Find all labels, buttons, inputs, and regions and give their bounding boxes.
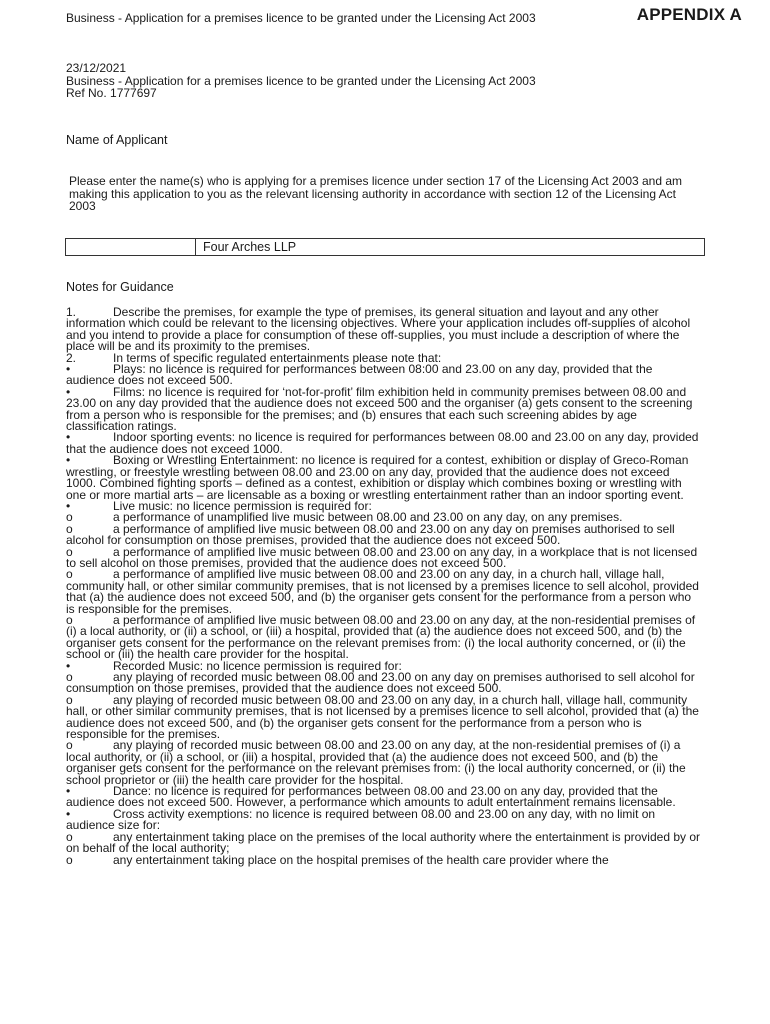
paragraph-marker: • bbox=[66, 453, 71, 468]
guidance-paragraph bbox=[66, 307, 702, 353]
paragraph-text: any playing of recorded music between 08.00 and 23.00 on any day on premises authorised to sell alcohol for consumption on those premises, provided that the audience does not exceed 500. bbox=[66, 670, 695, 696]
application-meta bbox=[66, 62, 536, 100]
guidance-notes bbox=[66, 307, 702, 866]
guidance-paragraph bbox=[66, 521, 702, 548]
reference-number: Ref No. 1777697 bbox=[66, 86, 157, 100]
guidance-heading: Notes for Guidance bbox=[66, 280, 174, 294]
guidance-paragraph bbox=[66, 692, 702, 742]
applicant-instructions: Please enter the name(s) who is applying for a premises licence under section 17 of the Licensing Act 2003 and am making this application to you as the relevant licensing authority in accordance with section 12 of the Licensing Act 2003 bbox=[69, 174, 683, 213]
paragraph-text: In terms of specific regulated entertainments please note that: bbox=[113, 350, 442, 365]
paragraph-marker: o bbox=[66, 544, 73, 559]
paragraph-marker: o bbox=[66, 852, 73, 867]
appendix-label: APPENDIX A bbox=[636, 5, 742, 24]
guidance-paragraph bbox=[66, 544, 702, 570]
paragraph-text: Live music: no licence permission is required for: bbox=[113, 498, 372, 513]
guidance-paragraph bbox=[66, 806, 702, 833]
paragraph-text: Describe the premises, for example the type of premises, its general situation and layout and any other information which could be relevant to the licensing objectives. Where your application includes off-supplies of alcohol and you intend to provide a place for consumption of these off-supplies, you must include a description of where the place will be and its proximity to the premises. bbox=[66, 305, 691, 354]
paragraph-marker: o bbox=[66, 670, 73, 684]
paragraph-marker: • bbox=[66, 658, 71, 673]
application-title: Business - Application for a premises licence to be granted under the Licensing Act 2003 bbox=[66, 73, 536, 88]
paragraph-marker: • bbox=[66, 784, 71, 799]
paragraph-marker: • bbox=[66, 430, 71, 445]
paragraph-marker: • bbox=[66, 498, 71, 513]
running-header: Business - Application for a premises licence to be granted under the Licensing Act 2003 bbox=[66, 11, 536, 25]
paragraph-text: Plays: no licence is required for performances between 08:00 and 23.00 on any day, provided that the audience does not exceed 500. bbox=[66, 362, 653, 388]
paragraph-text: a performance of amplified live music between 08.00 and 23.00 on any day, in a workplace that is not licensed to sell alcohol on those premises, provided that the audience does not exceed 500. bbox=[66, 544, 698, 570]
paragraph-text: a performance of amplified live music between 08.00 and 23.00 on any day, at the non-residential premises of (i) a local authority, or (ii) a school, or (iii) a hospital, provided that (a) the audience does not exceed 500, and (b) the organiser gets consent for the performance on the relevant premises from: (i) the local authority concerned, or (ii) the school or (iii) the health care provider for the hospital. bbox=[66, 612, 696, 662]
paragraph-marker: o bbox=[66, 567, 73, 582]
paragraph-text: a performance of amplified live music between 08.00 and 23.00 on any day, in a church hall, village hall, community hall, or other similar community premises, that is not licensed by a premises licence to sell alcohol, provided that (a) the audience does not exceed 500, and (b) the organiser gets consent for the performance from a person who is responsible for the premises. bbox=[66, 567, 699, 616]
paragraph-text: Recorded Music: no licence permission is required for: bbox=[113, 658, 402, 673]
guidance-paragraph bbox=[66, 612, 702, 662]
paragraph-marker: 2. bbox=[66, 350, 77, 365]
guidance-paragraph bbox=[66, 364, 702, 387]
paragraph-text: a performance of amplified live music between 08.00 and 23.00 on any day on premises authorised to sell alcohol for consumption on those premises, provided that the audience does not exceed 500. bbox=[66, 521, 675, 548]
guidance-paragraph bbox=[66, 384, 702, 434]
paragraph-marker: • bbox=[66, 384, 71, 399]
paragraph-marker: o bbox=[66, 692, 73, 707]
paragraph-text: Cross activity exemptions: no licence is required between 08.00 and 23.00 on any day, with no limit on audience size for: bbox=[66, 806, 656, 833]
guidance-paragraph bbox=[66, 829, 702, 856]
paragraph-marker: 1. bbox=[66, 305, 77, 319]
paragraph-text: any entertainment taking place on the hospital premises of the health care provider where the bbox=[113, 852, 609, 867]
paragraph-marker: o bbox=[66, 829, 73, 844]
paragraph-text: a performance of unamplified live music between 08.00 and 23.00 on any day, on any premises. bbox=[113, 510, 623, 525]
applicant-heading: Name of Applicant bbox=[66, 133, 168, 147]
guidance-paragraph bbox=[66, 740, 702, 786]
paragraph-marker: o bbox=[66, 612, 73, 627]
paragraph-marker: o bbox=[66, 510, 73, 525]
guidance-paragraph bbox=[66, 455, 702, 501]
paragraph-marker: o bbox=[66, 521, 73, 536]
paragraph-marker: • bbox=[66, 362, 71, 377]
guidance-paragraph bbox=[66, 569, 702, 615]
guidance-paragraph bbox=[66, 672, 702, 695]
guidance-paragraph bbox=[66, 432, 702, 455]
paragraph-text: Films: no licence is required for ‘not-for-profit’ film exhibition held in community premises between 08.00 and 23.00 on any day provided that the audience does not exceed 500 and the organiser (a) gets consent to the screening from a person who is responsible for the premises; and (b) ensures that each such screening abides by age classification ratings. bbox=[66, 384, 693, 434]
applicant-name-value: Four Arches LLP bbox=[203, 240, 297, 254]
applicant-name-label-cell bbox=[66, 239, 196, 255]
guidance-paragraph bbox=[66, 786, 702, 809]
guidance-paragraph bbox=[66, 852, 702, 867]
paragraph-marker: • bbox=[66, 806, 71, 821]
paragraph-text: any playing of recorded music between 08.00 and 23.00 on any day, at the non-residential premises of (i) a local authority, or (ii) a school, or (iii) a hospital, provided that (a) the audience does not exceed 500, and (b) the organiser gets consent for the performance on the relevant premises from: (i) the local authority concerned, or (ii) the school proprietor or (iii) the health care provider for the hospital. bbox=[66, 738, 686, 787]
paragraph-text: Indoor sporting events: no licence is required for performances between 08.00 and 23.00 on any day, provided that the audience does not exceed 1000. bbox=[66, 430, 699, 456]
paragraph-text: Dance: no licence is required for performances between 08.00 and 23.00 on any day, provided that the audience does not exceed 500. However, a performance which amounts to adult entertainment remains licensable. bbox=[66, 784, 676, 810]
paragraph-text: any playing of recorded music between 08.00 and 23.00 on any day, in a church hall, village hall, community hall, or other similar community premises, that is not licensed by a premises licence to sell alcohol, provided that (a) the audience does not exceed 500, and (b) the organiser gets consent for the performance from a person who is responsible for the premises. bbox=[66, 692, 699, 742]
paragraph-text: Boxing or Wrestling Entertainment: no licence is required for a contest, exhibition or display of Greco-Roman wrestling, or freestyle wrestling between 08.00 and 23.00 on any day, provided that the audience does not exceed 1000. Combined fighting sports – defined as a contest, exhibition or display which combines boxing or wrestling with one or more martial arts – are licensable as a boxing or wrestling entertainment rather than an indoor sporting event. bbox=[66, 453, 689, 502]
paragraph-marker: o bbox=[66, 738, 73, 753]
applicant-name-table bbox=[65, 238, 705, 256]
paragraph-text: any entertainment taking place on the premises of the local authority where the entertainment is provided by or on behalf of the local authority; bbox=[66, 829, 700, 856]
application-date: 23/12/2021 bbox=[66, 61, 127, 75]
